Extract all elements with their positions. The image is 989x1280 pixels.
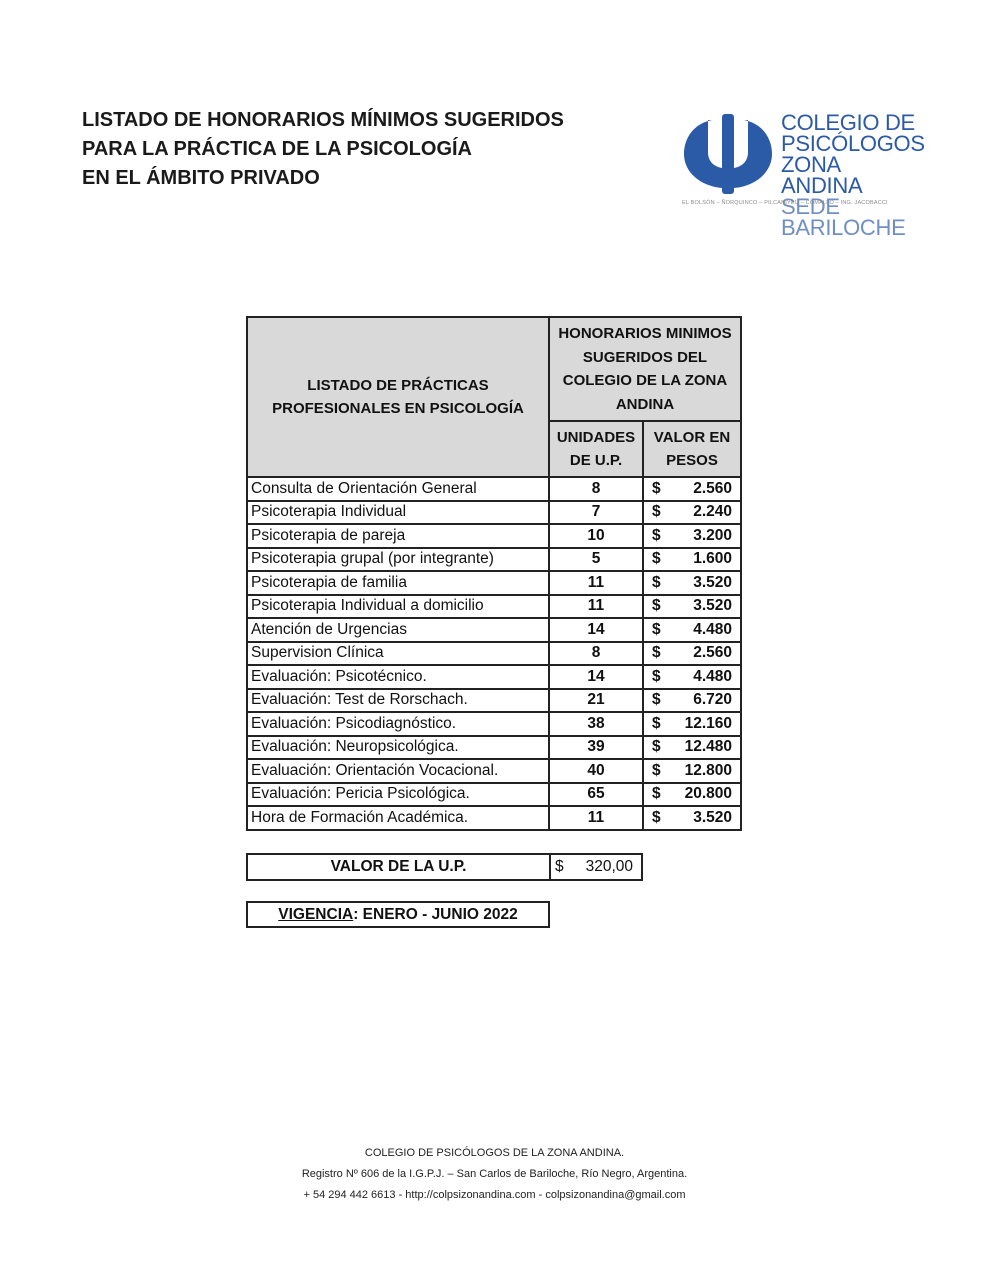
practice-units: 5 — [549, 548, 643, 572]
table-row — [247, 712, 741, 736]
up-value — [547, 853, 643, 881]
currency-symbol: $ — [652, 761, 661, 779]
currency-symbol: $ — [652, 691, 661, 709]
title-line-3: EN EL ÁMBITO PRIVADO — [82, 167, 320, 189]
currency-symbol: $ — [652, 644, 661, 662]
up-label: VALOR DE LA U.P. — [246, 853, 551, 881]
practice-value — [643, 571, 741, 595]
practice-units: 8 — [549, 642, 643, 666]
currency-symbol: $ — [652, 714, 661, 732]
practice-units: 14 — [549, 665, 643, 689]
value-amount: 12.480 — [684, 738, 732, 756]
practice-name: Psicoterapia Individual a domicilio — [247, 595, 549, 619]
logo-line-4: SEDE BARILOCHE — [781, 194, 906, 240]
practice-name: Evaluación: Psicotécnico. — [247, 665, 549, 689]
practice-name: Psicoterapia de familia — [247, 571, 549, 595]
currency-symbol: $ — [652, 597, 661, 615]
practice-value — [643, 642, 741, 666]
logo-line-3: ZONA ANDINA — [781, 152, 863, 198]
practice-units: 8 — [549, 477, 643, 501]
currency-symbol: $ — [652, 785, 661, 803]
table-row — [247, 759, 741, 783]
college-logo — [680, 110, 925, 240]
practice-value — [643, 759, 741, 783]
practice-value — [643, 501, 741, 525]
header-units: UNIDADES DE U.P. — [549, 421, 643, 477]
practice-name: Hora de Formación Académica. — [247, 806, 549, 830]
value-amount: 3.520 — [693, 573, 732, 591]
practice-units: 65 — [549, 783, 643, 807]
footer-line-1: COLEGIO DE PSICÓLOGOS DE LA ZONA ANDINA. — [364, 1147, 625, 1159]
practice-name: Atención de Urgencias — [247, 618, 549, 642]
table-row — [247, 665, 741, 689]
header-fees: HONORARIOS MINIMOS SUGERIDOS DEL COLEGIO DE LA ZONA ANDINA — [549, 317, 741, 421]
value-amount: 3.520 — [693, 597, 732, 615]
practice-name: Consulta de Orientación General — [247, 477, 549, 501]
value-amount: 2.560 — [693, 644, 732, 662]
practice-name: Psicoterapia grupal (por integrante) — [247, 548, 549, 572]
practice-name: Evaluación: Orientación Vocacional. — [247, 759, 549, 783]
psi-logo-icon — [682, 114, 774, 194]
practice-units: 11 — [549, 571, 643, 595]
currency-symbol: $ — [652, 808, 661, 826]
practice-units: 7 — [549, 501, 643, 525]
practice-value — [643, 477, 741, 501]
practice-units: 39 — [549, 736, 643, 760]
value-amount: 4.480 — [693, 667, 732, 685]
logo-subtitle: EL BOLSÓN – ÑORQUINCO – PILCANIYEU – COMALLO – ING. JACOBACCI — [682, 200, 888, 206]
practice-units: 10 — [549, 524, 643, 548]
table-row — [247, 501, 741, 525]
practice-value — [643, 712, 741, 736]
practice-name: Evaluación: Test de Rorschach. — [247, 689, 549, 713]
logo-line-1: COLEGIO DE — [781, 110, 915, 135]
fees-table — [246, 316, 742, 831]
practice-value — [643, 806, 741, 830]
practice-value — [643, 689, 741, 713]
practice-value — [643, 665, 741, 689]
table-row — [247, 524, 741, 548]
table-row — [247, 783, 741, 807]
practice-value — [643, 595, 741, 619]
currency-symbol: $ — [652, 526, 661, 544]
practice-value — [643, 783, 741, 807]
document-title — [82, 106, 602, 193]
currency-symbol: $ — [652, 667, 661, 685]
practice-units: 21 — [549, 689, 643, 713]
table-row — [247, 548, 741, 572]
value-amount: 12.800 — [684, 761, 732, 779]
value-amount: 4.480 — [693, 620, 732, 638]
value-amount: 2.560 — [693, 479, 732, 497]
table-row — [247, 806, 741, 830]
title-line-2: PARA LA PRÁCTICA DE LA PSICOLOGÍA — [82, 138, 472, 160]
up-currency: $ — [555, 858, 564, 875]
practice-value — [643, 548, 741, 572]
value-amount: 12.160 — [684, 714, 732, 732]
practice-value — [643, 524, 741, 548]
value-amount: 20.800 — [684, 785, 732, 803]
value-amount: 2.240 — [693, 503, 732, 521]
value-amount: 1.600 — [693, 550, 732, 568]
practice-value — [643, 618, 741, 642]
table-row — [247, 571, 741, 595]
currency-symbol: $ — [652, 738, 661, 756]
header-practices: LISTADO DE PRÁCTICAS PROFESIONALES EN PSICOLOGÍA — [247, 317, 549, 477]
practice-units: 14 — [549, 618, 643, 642]
currency-symbol: $ — [652, 479, 661, 497]
table-row — [247, 618, 741, 642]
vigencia-box — [246, 901, 550, 928]
currency-symbol: $ — [652, 550, 661, 568]
currency-symbol: $ — [652, 573, 661, 591]
practice-name: Supervision Clínica — [247, 642, 549, 666]
footer — [0, 1143, 989, 1206]
value-amount: 3.200 — [693, 526, 732, 544]
table-row — [247, 477, 741, 501]
practice-value — [643, 736, 741, 760]
practice-name: Evaluación: Neuropsicológica. — [247, 736, 549, 760]
vigencia-label: VIGENCIA — [278, 906, 354, 923]
table-row — [247, 595, 741, 619]
up-amount: 320,00 — [585, 858, 633, 875]
title-line-1: LISTADO DE HONORARIOS MÍNIMOS SUGERIDOS — [82, 109, 564, 131]
footer-line-2: Registro Nº 606 de la I.G.P.J. – San Carlos de Bariloche, Río Negro, Argentina. — [301, 1168, 688, 1180]
practice-units: 11 — [549, 595, 643, 619]
practice-name: Psicoterapia Individual — [247, 501, 549, 525]
practice-units: 40 — [549, 759, 643, 783]
value-amount: 6.720 — [693, 691, 732, 709]
table-row — [247, 736, 741, 760]
logo-text — [781, 112, 925, 238]
header-value: VALOR EN PESOS — [643, 421, 741, 477]
logo-line-2: PSICÓLOGOS — [781, 131, 925, 156]
value-amount: 3.520 — [693, 808, 732, 826]
practice-name: Evaluación: Psicodiagnóstico. — [247, 712, 549, 736]
currency-symbol: $ — [652, 503, 661, 521]
table-row — [247, 689, 741, 713]
footer-line-3: + 54 294 442 6613 - http://colpsizonandina.com - colpsizonandina@gmail.com — [303, 1189, 686, 1201]
currency-symbol: $ — [652, 620, 661, 638]
practice-name: Psicoterapia de pareja — [247, 524, 549, 548]
table-row — [247, 642, 741, 666]
practice-name: Evaluación: Pericia Psicológica. — [247, 783, 549, 807]
vigencia-value: : ENERO - JUNIO 2022 — [353, 906, 518, 923]
practice-units: 11 — [549, 806, 643, 830]
practice-units: 38 — [549, 712, 643, 736]
